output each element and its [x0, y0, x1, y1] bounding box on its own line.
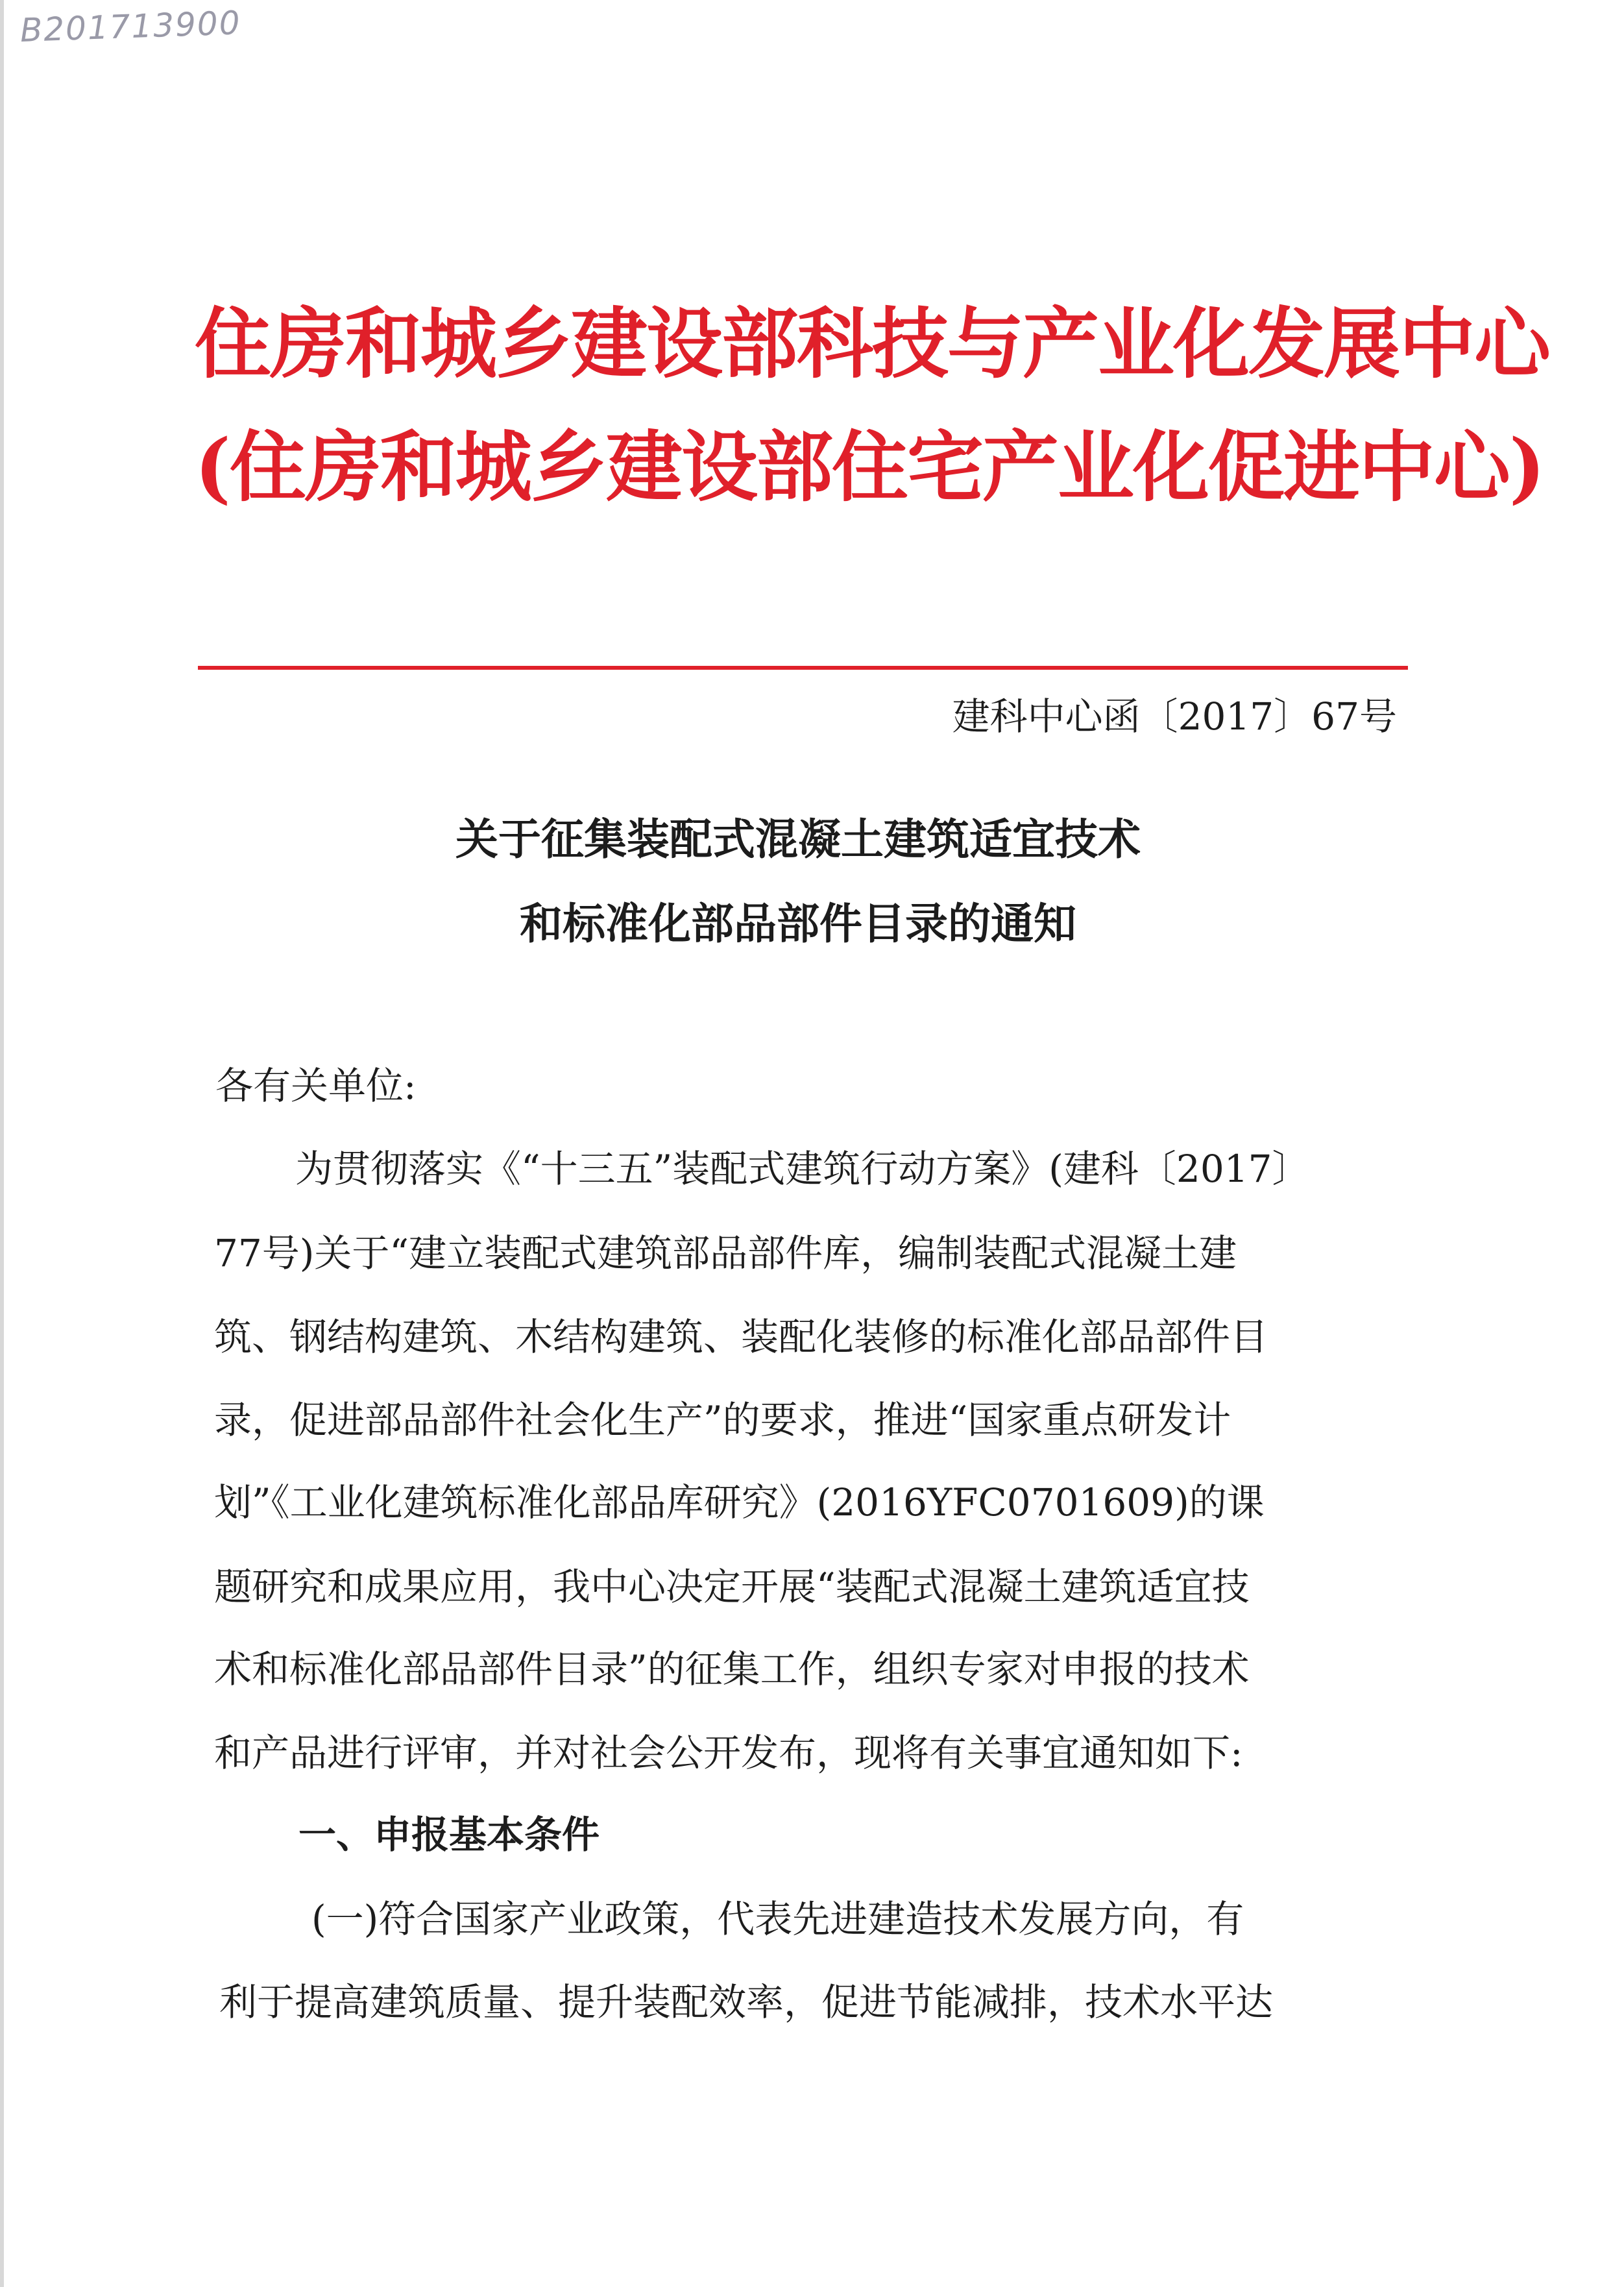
letterhead: [195, 299, 1550, 512]
salutation: 各有关单位:: [215, 1064, 417, 1108]
notice-title-line-1: 关于征集装配式混凝土建筑适宜技术: [455, 814, 1141, 864]
body-line: 和产品进行评审，并对社会公开发布，现将有关事宜通知如下:: [214, 1731, 1243, 1775]
handwritten-archive-id: B201713900: [19, 4, 242, 49]
notice-title-line-2: 和标准化部品部件目录的通知: [520, 899, 1076, 949]
body-line: 题研究和成果应用，我中心决定开展“装配式混凝土建筑适宜技: [214, 1565, 1250, 1609]
letterhead-line-1: 住房和城乡建设部科技与产业化发展中心: [195, 299, 1550, 389]
body-line: 77号)关于“建立装配式建筑部品部件库，编制装配式混凝土建: [214, 1231, 1237, 1275]
body-line: 利于提高建筑质量、提升装配效率，促进节能减排，技术水平达: [219, 1980, 1274, 2024]
body-line: 筑、钢结构建筑、木结构建筑、装配化装修的标准化部品部件目: [214, 1315, 1268, 1359]
body-line: (一)符合国家产业政策，代表先进建造技术发展方向，有: [311, 1897, 1244, 1941]
letterhead-red-rule: [198, 666, 1408, 670]
scan-edge-shadow: [0, 0, 4, 2287]
body-line: 录，促进部品部件社会化生产”的要求，推进“国家重点研发计: [214, 1398, 1231, 1442]
body-line: 为贯彻落实《“十三五”装配式建筑行动方案》(建科〔2017〕: [295, 1147, 1310, 1191]
body-line: 划”《工业化建筑标准化部品库研究》(2016YFC0701609)的课: [214, 1480, 1265, 1524]
letterhead-line-2: (住房和城乡建设部住宅产业化促进中心): [195, 422, 1544, 512]
notice-title: [195, 813, 1401, 951]
document-number: 建科中心函〔2017〕67号: [952, 694, 1397, 739]
body-line: 术和标准化部品部件目录”的征集工作，组织专家对申报的技术: [214, 1647, 1250, 1691]
section-heading: 一、申报基本条件: [298, 1813, 600, 1857]
